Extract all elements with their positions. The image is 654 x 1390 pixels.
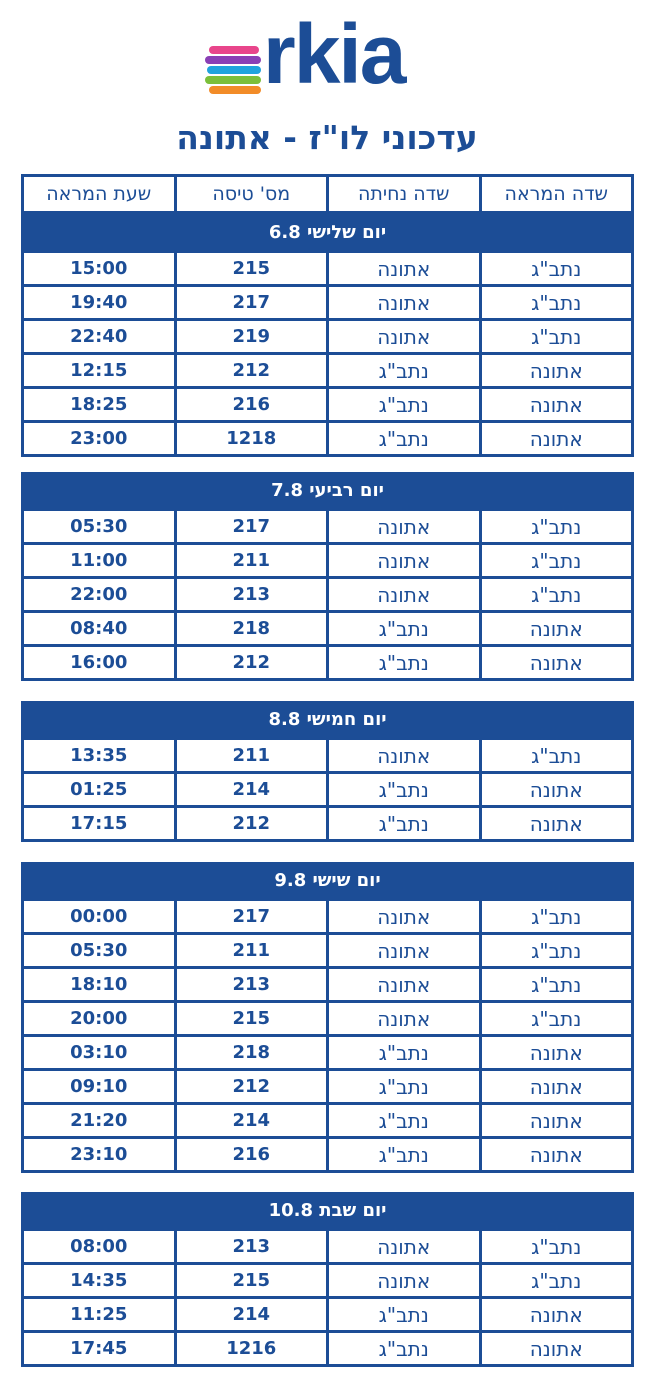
cell-departure-time: 22:00 bbox=[70, 584, 128, 605]
cell-departure-airport: נתב"ג bbox=[479, 740, 632, 771]
day-section bbox=[21, 701, 634, 842]
table-row bbox=[24, 610, 631, 644]
table-row bbox=[24, 1228, 631, 1262]
cell-departure-airport: אתונה bbox=[479, 1105, 632, 1136]
cell-departure-time: 19:40 bbox=[70, 292, 128, 313]
header-flight-number: מס' טיסה bbox=[174, 177, 327, 211]
cell-arrival-airport: נתב"ג bbox=[326, 774, 479, 805]
table-row bbox=[24, 250, 631, 284]
cell-departure-time: 14:35 bbox=[70, 1270, 128, 1291]
cell-departure-airport: אתונה bbox=[479, 613, 632, 644]
table-row bbox=[24, 1068, 631, 1102]
day-section bbox=[21, 472, 634, 681]
table-row bbox=[24, 386, 631, 420]
table-row bbox=[24, 771, 631, 805]
cell-departure-airport: אתונה bbox=[479, 1139, 632, 1170]
table-row bbox=[24, 318, 631, 352]
cell-flight-number: 218 bbox=[174, 1037, 327, 1068]
cell-arrival-airport: נתב"ג bbox=[326, 423, 479, 454]
table-row bbox=[24, 805, 631, 839]
cell-flight-number: 216 bbox=[174, 1139, 327, 1170]
cell-departure-time: 03:10 bbox=[70, 1042, 128, 1063]
cell-departure-time: 17:45 bbox=[70, 1338, 128, 1359]
cell-arrival-airport: אתונה bbox=[326, 545, 479, 576]
cell-departure-time: 00:00 bbox=[70, 906, 128, 927]
cell-departure-time: 05:30 bbox=[70, 940, 128, 961]
day-header: יום חמישי 8.8 bbox=[21, 701, 634, 737]
table-row bbox=[24, 932, 631, 966]
table-row bbox=[24, 1034, 631, 1068]
cell-departure-time: 01:25 bbox=[70, 779, 128, 800]
cell-departure-airport: נתב"ג bbox=[479, 545, 632, 576]
cell-arrival-airport: אתונה bbox=[326, 740, 479, 771]
table-row bbox=[24, 420, 631, 454]
cell-departure-time: 11:25 bbox=[70, 1304, 128, 1325]
day-header: יום שלישי 6.8 bbox=[21, 214, 634, 250]
cell-flight-number: 217 bbox=[174, 901, 327, 932]
cell-flight-number: 214 bbox=[174, 1299, 327, 1330]
cell-departure-time: 16:00 bbox=[70, 652, 128, 673]
cell-flight-number: 219 bbox=[174, 321, 327, 352]
cell-arrival-airport: אתונה bbox=[326, 969, 479, 1000]
cell-departure-airport: אתונה bbox=[479, 423, 632, 454]
flight-rows bbox=[21, 250, 634, 457]
cell-flight-number: 216 bbox=[174, 389, 327, 420]
cell-departure-airport: אתונה bbox=[479, 774, 632, 805]
cell-flight-number: 217 bbox=[174, 287, 327, 318]
cell-departure-airport: נתב"ג bbox=[479, 511, 632, 542]
table-row bbox=[24, 284, 631, 318]
cell-flight-number: 211 bbox=[174, 740, 327, 771]
table-row bbox=[24, 966, 631, 1000]
brand-name: rkia bbox=[263, 7, 405, 101]
cell-flight-number: 215 bbox=[174, 253, 327, 284]
cell-arrival-airport: נתב"ג bbox=[326, 647, 479, 678]
cell-flight-number: 214 bbox=[174, 1105, 327, 1136]
cell-departure-airport: נתב"ג bbox=[479, 1003, 632, 1034]
table-row bbox=[24, 644, 631, 678]
cell-arrival-airport: נתב"ג bbox=[326, 1037, 479, 1068]
cell-departure-time: 23:10 bbox=[70, 1144, 128, 1165]
cell-arrival-airport: אתונה bbox=[326, 1265, 479, 1296]
flight-rows bbox=[21, 898, 634, 1173]
cell-departure-airport: אתונה bbox=[479, 647, 632, 678]
cell-departure-time: 15:00 bbox=[70, 258, 128, 279]
cell-departure-airport: אתונה bbox=[479, 1037, 632, 1068]
arkia-logo bbox=[205, 8, 455, 100]
cell-departure-airport: נתב"ג bbox=[479, 1265, 632, 1296]
header-arrival-airport: שדה נחיתה bbox=[326, 177, 479, 211]
cell-departure-time: 21:20 bbox=[70, 1110, 128, 1131]
cell-flight-number: 213 bbox=[174, 1231, 327, 1262]
header-departure-airport: שדה המראה bbox=[479, 177, 632, 211]
cell-flight-number: 215 bbox=[174, 1265, 327, 1296]
cell-arrival-airport: נתב"ג bbox=[326, 1299, 479, 1330]
cell-departure-time: 23:00 bbox=[70, 428, 128, 449]
cell-arrival-airport: אתונה bbox=[326, 579, 479, 610]
cell-departure-time: 20:00 bbox=[70, 1008, 128, 1029]
cell-arrival-airport: אתונה bbox=[326, 511, 479, 542]
cell-arrival-airport: אתונה bbox=[326, 1003, 479, 1034]
cell-arrival-airport: אתונה bbox=[326, 901, 479, 932]
cell-arrival-airport: נתב"ג bbox=[326, 1139, 479, 1170]
flight-rows bbox=[21, 508, 634, 681]
column-headers bbox=[21, 174, 634, 214]
cell-arrival-airport: נתב"ג bbox=[326, 613, 479, 644]
day-header: יום שישי 9.8 bbox=[21, 862, 634, 898]
cell-departure-airport: אתונה bbox=[479, 1299, 632, 1330]
cell-arrival-airport: אתונה bbox=[326, 287, 479, 318]
cell-arrival-airport: אתונה bbox=[326, 321, 479, 352]
cell-flight-number: 1216 bbox=[174, 1333, 327, 1364]
cell-departure-airport: נתב"ג bbox=[479, 253, 632, 284]
flight-rows bbox=[21, 737, 634, 842]
cell-departure-time: 08:40 bbox=[70, 618, 128, 639]
table-row bbox=[24, 1262, 631, 1296]
cell-departure-time: 18:10 bbox=[70, 974, 128, 995]
cell-flight-number: 212 bbox=[174, 808, 327, 839]
cell-arrival-airport: נתב"ג bbox=[326, 389, 479, 420]
cell-departure-time: 12:15 bbox=[70, 360, 128, 381]
cell-departure-airport: אתונה bbox=[479, 808, 632, 839]
cell-flight-number: 213 bbox=[174, 969, 327, 1000]
cell-departure-airport: נתב"ג bbox=[479, 1231, 632, 1262]
cell-arrival-airport: אתונה bbox=[326, 935, 479, 966]
table-row bbox=[24, 542, 631, 576]
cell-flight-number: 218 bbox=[174, 613, 327, 644]
table-row bbox=[24, 508, 631, 542]
table-row bbox=[24, 1330, 631, 1364]
table-row bbox=[24, 1000, 631, 1034]
cell-flight-number: 214 bbox=[174, 774, 327, 805]
header-departure-time: שעת המראה bbox=[46, 183, 152, 205]
cell-departure-time: 18:25 bbox=[70, 394, 128, 415]
cell-arrival-airport: אתונה bbox=[326, 253, 479, 284]
cell-flight-number: 211 bbox=[174, 545, 327, 576]
cell-departure-airport: נתב"ג bbox=[479, 579, 632, 610]
table-row bbox=[24, 1102, 631, 1136]
cell-departure-airport: נתב"ג bbox=[479, 935, 632, 966]
cell-arrival-airport: אתונה bbox=[326, 1231, 479, 1262]
cell-departure-airport: אתונה bbox=[479, 1333, 632, 1364]
cell-flight-number: 212 bbox=[174, 647, 327, 678]
day-header: יום רביעי 7.8 bbox=[21, 472, 634, 508]
day-section bbox=[21, 862, 634, 1173]
cell-arrival-airport: נתב"ג bbox=[326, 808, 479, 839]
cell-departure-time: 09:10 bbox=[70, 1076, 128, 1097]
cell-flight-number: 212 bbox=[174, 355, 327, 386]
cell-departure-airport: נתב"ג bbox=[479, 969, 632, 1000]
cell-flight-number: 1218 bbox=[174, 423, 327, 454]
cell-departure-airport: אתונה bbox=[479, 355, 632, 386]
table-row bbox=[24, 737, 631, 771]
cell-departure-time: 05:30 bbox=[70, 516, 128, 537]
table-row bbox=[24, 898, 631, 932]
arkia-a-logo-icon bbox=[205, 42, 265, 98]
cell-departure-time: 08:00 bbox=[70, 1236, 128, 1257]
table-row bbox=[24, 352, 631, 386]
cell-departure-airport: נתב"ג bbox=[479, 321, 632, 352]
cell-flight-number: 212 bbox=[174, 1071, 327, 1102]
cell-flight-number: 215 bbox=[174, 1003, 327, 1034]
cell-arrival-airport: נתב"ג bbox=[326, 1105, 479, 1136]
flight-rows bbox=[21, 1228, 634, 1367]
cell-flight-number: 217 bbox=[174, 511, 327, 542]
cell-departure-airport: נתב"ג bbox=[479, 287, 632, 318]
cell-departure-airport: אתונה bbox=[479, 1071, 632, 1102]
page-title: עדכוני לו"ז - אתונה bbox=[176, 118, 478, 157]
cell-flight-number: 213 bbox=[174, 579, 327, 610]
table-row bbox=[24, 1136, 631, 1170]
cell-arrival-airport: נתב"ג bbox=[326, 1071, 479, 1102]
cell-departure-time: 11:00 bbox=[70, 550, 128, 571]
cell-arrival-airport: נתב"ג bbox=[326, 1333, 479, 1364]
cell-departure-airport: אתונה bbox=[479, 389, 632, 420]
day-section bbox=[21, 1192, 634, 1367]
cell-arrival-airport: נתב"ג bbox=[326, 355, 479, 386]
day-header: יום שבת 10.8 bbox=[21, 1192, 634, 1228]
cell-departure-airport: נתב"ג bbox=[479, 901, 632, 932]
cell-departure-time: 13:35 bbox=[70, 745, 128, 766]
table-row bbox=[24, 576, 631, 610]
cell-flight-number: 211 bbox=[174, 935, 327, 966]
cell-departure-time: 17:15 bbox=[70, 813, 128, 834]
day-section bbox=[21, 214, 634, 457]
table-row bbox=[24, 1296, 631, 1330]
cell-departure-time: 22:40 bbox=[70, 326, 128, 347]
